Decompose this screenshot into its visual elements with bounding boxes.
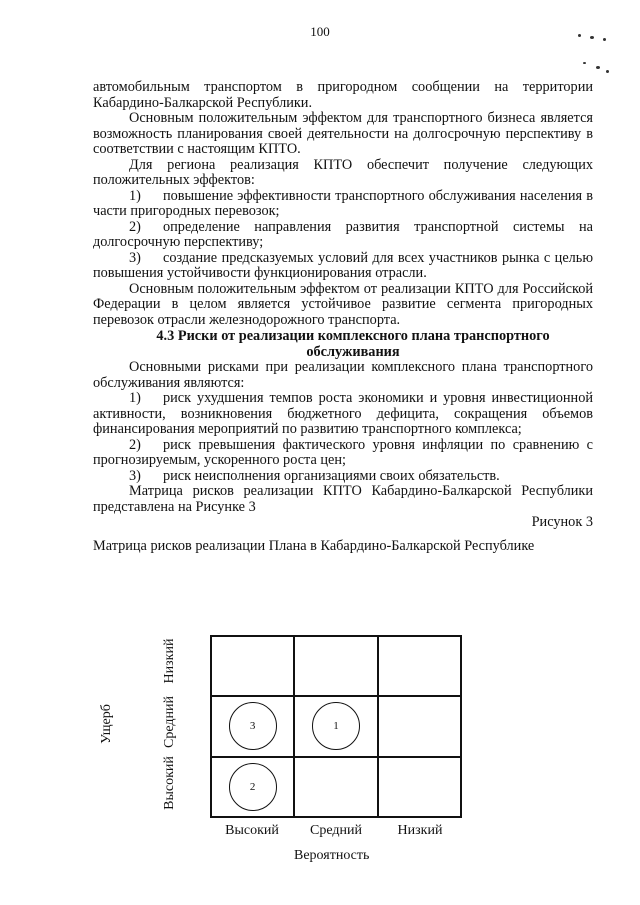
risk-marker: 3: [229, 702, 277, 750]
matrix-cell: [211, 757, 294, 817]
x-level-label: Высокий: [225, 823, 279, 838]
paragraph: Основным положительным эффектом для транспортного бизнеса является возможность планирования своей деятельности на долгосрочную перспективу в соответствии с настоящим КПТО.: [93, 110, 593, 157]
list-item-text: создание предсказуемых условий для всех участников рынка с целью повышения устойчивости функционирования отрасли.: [93, 249, 593, 281]
list-item: [93, 469, 593, 485]
list-item: [93, 391, 593, 438]
list-item-text: риск неисполнения организациями своих обязательств.: [163, 467, 500, 484]
matrix-cell: [294, 757, 377, 817]
matrix-cell: [211, 636, 294, 696]
list-item: [93, 438, 593, 469]
figure-title: Матрица рисков реализации Плана в Кабардино-Балкарской Республике: [93, 537, 535, 554]
x-axis-title: Вероятность: [294, 848, 370, 863]
x-level-label: Средний: [310, 823, 362, 838]
list-number: 2): [129, 218, 141, 235]
paragraph: Основным положительным эффектом от реализации КПТО для Российской Федерации в целом является устойчивое развитие сегмента пригородных перевозок отрасли железнодорожного транспорта.: [93, 280, 593, 328]
paragraph: Основными рисками при реализации комплексного плана транспортного обслуживания являются:: [93, 359, 593, 391]
risk-marker: 1: [312, 702, 360, 750]
matrix-cell: [294, 696, 377, 756]
list-item-text: повышение эффективности транспортного обслуживания населения в части пригородных перевозок;: [93, 187, 593, 219]
list-number: 2): [129, 436, 141, 453]
list-item-text: риск превышения фактического уровня инфляции по сравнению с прогнозируемым, ускоренного роста цен;: [93, 436, 593, 468]
list-number: 1): [129, 390, 141, 406]
paragraph: автомобильным транспортом в пригородном сообщении на территории Кабардино-Балкарской Республики.: [93, 79, 593, 111]
matrix-cell: [294, 636, 377, 696]
list-number: 3): [129, 467, 141, 484]
list-item: [93, 189, 593, 220]
scan-speck: [596, 66, 600, 69]
list-number: 3): [129, 249, 141, 266]
list-item-text: определение направления развития транспортной системы на долгосрочную перспективу;: [93, 218, 593, 250]
section-heading: 4.3 Риски от реализации комплексного плана транспортного обслуживания: [156, 328, 550, 360]
paragraph: Для региона реализация КПТО обеспечит получение следующих положительных эффектов:: [93, 156, 593, 188]
list-number: 1): [129, 187, 141, 204]
page-number: 100: [310, 24, 330, 39]
paragraph: Матрица рисков реализации КПТО Кабардино-Балкарской Республики представлена на Рисунке 3: [93, 483, 593, 515]
risk-matrix-grid: [210, 635, 462, 818]
scan-speck: [583, 62, 586, 64]
y-level-label: Низкий: [162, 638, 177, 684]
matrix-cell: [378, 696, 461, 756]
figure-reference: Рисунок 3: [531, 514, 593, 530]
scan-speck: [578, 34, 581, 37]
y-axis-title: Ущерб: [99, 704, 114, 744]
x-level-label: Низкий: [397, 823, 443, 838]
matrix-cell: [378, 757, 461, 817]
scan-speck: [590, 36, 594, 39]
matrix-cell: [211, 696, 294, 756]
scan-speck: [603, 38, 606, 41]
y-level-label: Высокий: [162, 756, 177, 810]
list-item: [93, 251, 593, 282]
y-level-label: Средний: [162, 696, 177, 748]
document-body: [93, 80, 593, 554]
matrix-cell: [378, 636, 461, 696]
risk-marker: 2: [229, 763, 277, 811]
scan-speck: [606, 70, 609, 73]
list-item: [93, 220, 593, 251]
list-item-text: риск ухудшения темпов роста экономики и уровня инвестиционной активности, возникновения бюджетного дефицита, сокращения объемов финансирования мероприятий по развитию транспортного комплекса;: [93, 390, 593, 437]
